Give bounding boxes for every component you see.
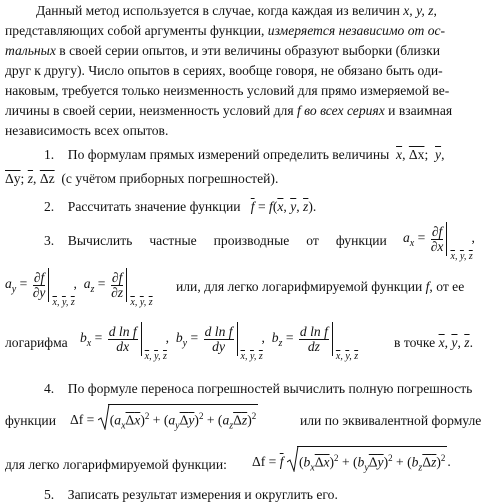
item4-line2-text (300, 412, 481, 430)
text: наковым, требуется только неизменность условий для прямо измеряемой ве- (5, 83, 450, 98)
item1-line1: 1. По формулам прямых измерений определить величины $\overline{x}$, $\overline{\Delta x}$; $\overline{y}$, (44, 147, 445, 162)
text: друг к другу). Число опытов в сериях, вообще говоря, не обязано быть оди- (5, 63, 443, 78)
text: логарифма (5, 335, 68, 350)
math-var: a (403, 230, 410, 246)
text: По формулам прямых измерений определить величины (67, 147, 390, 162)
item2-line: 2. Рассчитать значение функции $\overline{f} = f(\overline{x}$, $\overline{y}$, $\overline{z}$). (44, 199, 317, 214)
sqrt-sign (98, 404, 110, 430)
denominator: ∂z (111, 284, 124, 300)
fraction (111, 271, 124, 300)
para1-line7 (5, 122, 168, 140)
text: частные (149, 233, 197, 248)
text: в точке (394, 335, 436, 350)
math-var: Δf (70, 411, 84, 427)
text: в своей серии опытов, и эти величины образуют выборки (близки (55, 43, 441, 58)
numerator: ∂f (33, 269, 45, 285)
text: от (306, 233, 319, 248)
math-var: $\overline{z}$ (27, 171, 34, 186)
math-var: a (83, 276, 91, 292)
text: , от ее (429, 279, 465, 294)
item4-line3-label (5, 456, 227, 474)
sqrt (98, 404, 258, 437)
math-var: $\overline{x}$ (396, 147, 403, 162)
item4-line1 (44, 380, 472, 398)
item1-line2: $\overline{\Delta y}$; $\overline{z}$, $\overline{\Delta z}$ (с учётом приборных погрешностей). (5, 171, 279, 186)
text: личины в своей серии, неизменность условий для (5, 103, 297, 118)
eval-bar: $\overline{x}$, $\overline{y}$, $\overline{z}$ (141, 322, 166, 356)
item4-line2-label (5, 412, 56, 430)
item3-line3-point: в точке $\overline{x}$, $\overline{y}$, $\overline{z}$. (394, 335, 473, 350)
fraction (33, 271, 46, 300)
radicand: $(b_x\Delta x)^2 + (b_y\Delta y)^2 + (b_z\Delta z)^2$ (297, 446, 447, 479)
eval-bar: $\overline{x}$, $\overline{y}$, $\overline{z}$ (126, 268, 151, 302)
math-var: a (5, 276, 12, 292)
text: Данный метод используется в случае, когда каждая из величин (36, 3, 404, 18)
text: Записать результат измерения и округлить его. (67, 487, 338, 502)
text: функции (5, 413, 56, 428)
math-var: f (269, 199, 273, 214)
math-var: $\overline{\Delta x}$ (408, 147, 425, 162)
denominator: dy (212, 338, 225, 354)
text: По формуле переноса погрешностей вычислить полную погрешность (67, 381, 473, 396)
emphasis-text: f во всех сериях (296, 103, 385, 118)
item3-line2-text (176, 278, 464, 296)
math-var: b (271, 330, 279, 346)
math-var: b (80, 330, 87, 346)
math-var: $\overline{\Delta y}$ (5, 171, 21, 186)
var-text: x, y, z (403, 3, 434, 18)
para1-line5 (5, 82, 449, 100)
math-var: f (425, 279, 430, 294)
numerator: d ln f (108, 323, 137, 339)
formula-ax: $a_x$ = $\frac{\partial f}{\partial x}$ $\overline{x}$, $\overline{y}$, $\overline{z}$ , (403, 223, 475, 262)
eval-bar: $\overline{x}$, $\overline{y}$, $\overline{z}$ (332, 322, 357, 356)
eval-bar: $\overline{x}$, $\overline{y}$, $\overline{z}$ (237, 322, 262, 356)
item3-line3-label (5, 334, 68, 352)
para1-line1 (36, 2, 437, 20)
para1-line6 (5, 102, 452, 120)
para1-line3 (5, 42, 440, 60)
fraction (204, 325, 234, 354)
text: для легко логарифмируемой функции: (5, 457, 227, 472)
denominator: dx (116, 338, 130, 354)
text: , (433, 3, 437, 18)
denominator: ∂y (32, 284, 46, 300)
formula-df: Δf = $(a_x\Delta x)^2 + (a_y\Delta y)^2 + (a_z\Delta z)^2$ (70, 404, 258, 437)
emphasis-text: измеряется независимо от ос- (267, 23, 446, 38)
formula-df-log: $\Delta f = \overline{f}$ $(b_x\Delta x)^2 + (b_y\Delta y)^2 + (b_z\Delta z)^2$ . (252, 446, 451, 479)
math-var: b (175, 330, 183, 346)
text: Вычислить (67, 233, 133, 248)
math-var: $\overline{y}$ (435, 147, 442, 162)
fraction (299, 325, 329, 354)
item-number: 5. (44, 487, 55, 502)
denominator: ∂x (430, 238, 444, 254)
text: производные (213, 233, 290, 248)
math-var: $\overline{y}$ (290, 199, 297, 214)
text: (с учётом приборных погрешностей). (61, 171, 279, 186)
math-var: $\overline{x}$ (277, 199, 284, 214)
denominator: dz (307, 338, 320, 354)
numerator: ∂f (111, 269, 123, 285)
para1-line2 (5, 22, 445, 40)
eval-bar: $\overline{x}$, $\overline{y}$, $\overline{z}$ (48, 268, 73, 302)
eval-bar: $\overline{x}$, $\overline{y}$, $\overline{z}$ (446, 222, 471, 256)
item3-line3-formulas: $b_x$ = $\frac{\text{d ln f}}{dx}$ $\overline{x}$, $\overline{y}$, $\overline{z}$ , $b_y$ = $\frac{\text{d ln f}}{dy}$ $\overline{x}$, $\overline{y}$, $\overline{z}$ , $b_z$ = $\frac{\text{d ln f}}{dz}$ $\overline{x}$, $\overline{y}$, $\overline{z}$ (80, 323, 359, 362)
para1-line4 (5, 62, 443, 80)
fraction (431, 225, 444, 254)
item-number: 2. (44, 199, 55, 214)
emphasis-text: тальных (5, 43, 56, 58)
numerator: d ln f (204, 323, 233, 339)
text: функции (335, 233, 387, 248)
numerator: d ln f (299, 323, 328, 339)
item-number: 1. (44, 147, 55, 162)
numerator: ∂f (431, 223, 443, 239)
radicand: $(a_x\Delta x)^2 + (a_y\Delta y)^2 + (a_z\Delta z)^2$ (108, 404, 258, 437)
math-var: Δf (252, 453, 266, 469)
item-number: 4. (44, 381, 55, 396)
math-var: $\overline{z}$ (303, 199, 309, 214)
item-number: 3. (44, 233, 55, 248)
text: и взаимная (384, 103, 453, 118)
text: независимость всех опытов. (5, 123, 169, 138)
item5-line (44, 486, 338, 504)
text: Рассчитать значение функции (67, 199, 241, 214)
sqrt-sign (287, 446, 299, 472)
sqrt (287, 446, 447, 479)
item3-line2: $a_y$ = $\frac{\partial f}{\partial y}$ $\overline{x}$, $\overline{y}$, $\overline{z}$ , $a_z$ = $\frac{\partial f}{\partial z}$ $\overline{x}$, $\overline{y}$, $\overline{z}$ (5, 269, 153, 308)
text: представляющих собой аргументы функции, (5, 23, 268, 38)
text: или, для легко логарифмируемой функции (176, 279, 426, 294)
text: или по эквивалентной формуле (300, 413, 482, 428)
fraction (108, 325, 138, 354)
math-var: $\overline{\Delta z}$ (39, 171, 55, 186)
math-var: $\overline{f}$ (250, 199, 255, 214)
